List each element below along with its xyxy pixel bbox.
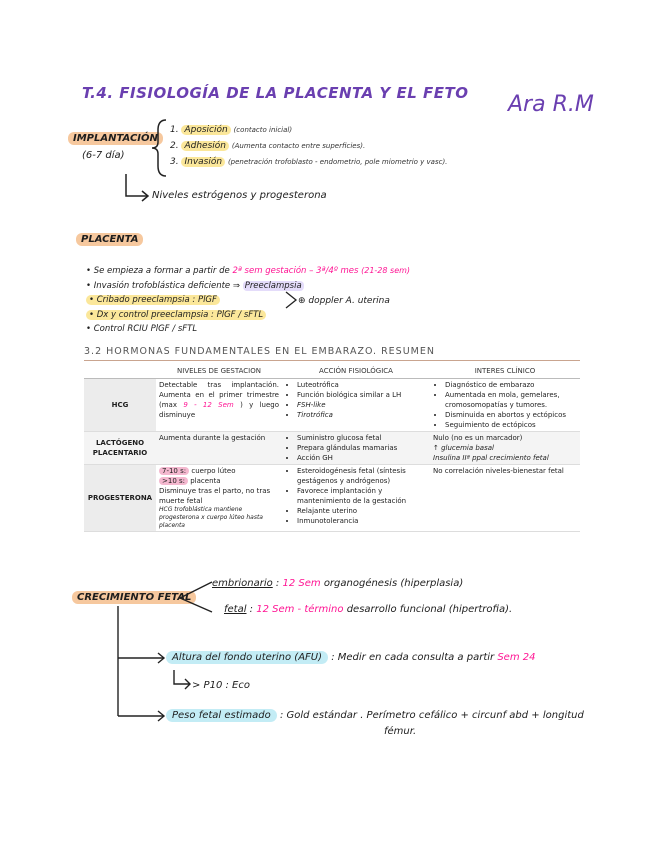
table-row-lactogeno	[84, 432, 580, 465]
p10-note: > P10 : Eco	[192, 680, 250, 691]
header-empty	[84, 364, 156, 379]
step-adhesion: 2. Adhesión (Aumenta contacto entre superficies).	[170, 141, 366, 151]
tree-arrow-icon	[110, 604, 170, 724]
crecimiento-fetal: fetal : 12 Sem - término desarrollo funcional (hipertrofia).	[224, 604, 513, 615]
crecimiento-embrionario: embrionario : 12 Sem organogénesis (hiperplasia)	[212, 578, 464, 589]
section-title: 3.2 HORMONAS FUNDAMENTALES EN EL EMBARAZO. RESUMEN	[84, 346, 435, 357]
chevron-right-icon	[284, 290, 298, 310]
bullet-invasion: • Invasión trofoblástica deficiente ⇒ Preeclampsia	[86, 280, 302, 291]
implantacion-days: (6-7 día)	[82, 150, 125, 161]
progesterona-accion: • Esteroidogénesis fetal (síntesis gestágenos y andrógenos) • Favorece implantación y mantenimiento de la gestación • Relajante uterino • Inmunotolerancia	[282, 465, 430, 532]
brace-icon	[150, 118, 170, 178]
page-title: T.4. FISIOLOGÍA DE LA PLACENTA Y EL FETO	[82, 84, 469, 102]
step-aposicion: 1. Aposición (contacto inicial)	[170, 125, 293, 135]
bullet-dx: • Dx y control preeclampsia : PlGF / sFTL	[86, 308, 410, 323]
header-niveles: NIVELES DE GESTACION	[156, 364, 282, 379]
fork-arrow-icon	[176, 576, 216, 618]
hcg-niveles: Detectable tras implantación. Aumenta en el primer trimestre (max 9 - 12 Sem ) y luego disminuye	[156, 379, 282, 432]
bullet-formacion: • Se empieza a formar a partir de 2ª sem gestación – 3ª/4º mes (21-28 sem)	[86, 266, 411, 276]
lactogeno-accion: • Suministro glucosa fetal • Prepara glándulas mamarias • Acción GH	[282, 432, 430, 465]
femur-note: fémur.	[384, 726, 417, 737]
progesterona-interes: No correlación niveles-bienestar fetal	[430, 465, 580, 532]
section-divider	[84, 360, 580, 361]
implantacion-label: IMPLANTACIÓN	[68, 133, 163, 144]
arrow-icon	[120, 172, 152, 204]
afu-line: Altura del fondo uterino (AFU) : Medir en cada consulta a partir Sem 24	[166, 652, 535, 663]
hcg-interes: • Diagnóstico de embarazo • Aumentada en mola, gemelares, cromosomopatías y tumores. • Disminuida en abortos y ectópicos • Seguimiento de ectópicos	[430, 379, 580, 432]
lactogeno-niveles: Aumenta durante la gestación	[156, 432, 282, 465]
table-header	[84, 364, 580, 379]
placenta-label: PLACENTA	[76, 234, 143, 245]
row-label-hcg: HCG	[84, 379, 156, 432]
hormones-table	[84, 364, 580, 532]
progesterona-niveles: 7-10 s: cuerpo lúteo >10 s: placenta Disminuye tras el parto, no tras muerte fetal HCG trofoblástica mantiene progesterona x cuerpo lúteo hasta placenta	[156, 465, 282, 532]
doppler-note: ⊕ doppler A. uterina	[298, 296, 390, 306]
lactogeno-interes: Nulo (no es un marcador) ↑ glucemia basal Insulina IIª ppal crecimiento fetal	[430, 432, 580, 465]
hcg-accion: • Luteotrófica • Función biológica similar a LH • FSH-like • Tirotrófica	[282, 379, 430, 432]
bullet-cribado: • Cribado preeclampsia : PlGF	[86, 293, 410, 308]
niveles-result: Niveles estrógenos y progesterona	[152, 190, 327, 201]
peso-line: Peso fetal estimado : Gold estándar . Perímetro cefálico + circunf abd + longitud	[166, 710, 584, 721]
header-accion: ACCIÓN FISIOLÓGICA	[282, 364, 430, 379]
table-row-hcg	[84, 379, 580, 432]
bullet-rciu: • Control RCIU PlGF / sFTL	[86, 324, 198, 334]
crecimiento-label: CRECIMIENTO FETAL	[72, 592, 196, 603]
implantacion-steps	[170, 122, 447, 170]
step-invasion: 3. Invasión (penetración trofoblasto - endometrio, pole miometrio y vasc).	[170, 157, 448, 167]
header-interes: INTERES CLÍNICO	[430, 364, 580, 379]
row-label-lactogeno: LACTÓGENO PLACENTARIO	[84, 432, 156, 465]
row-label-progesterona: PROGESTERONA	[84, 465, 156, 532]
arrow-icon	[170, 668, 194, 692]
table-row-progesterona	[84, 465, 580, 532]
author-signature: Ara R.M	[508, 92, 594, 117]
